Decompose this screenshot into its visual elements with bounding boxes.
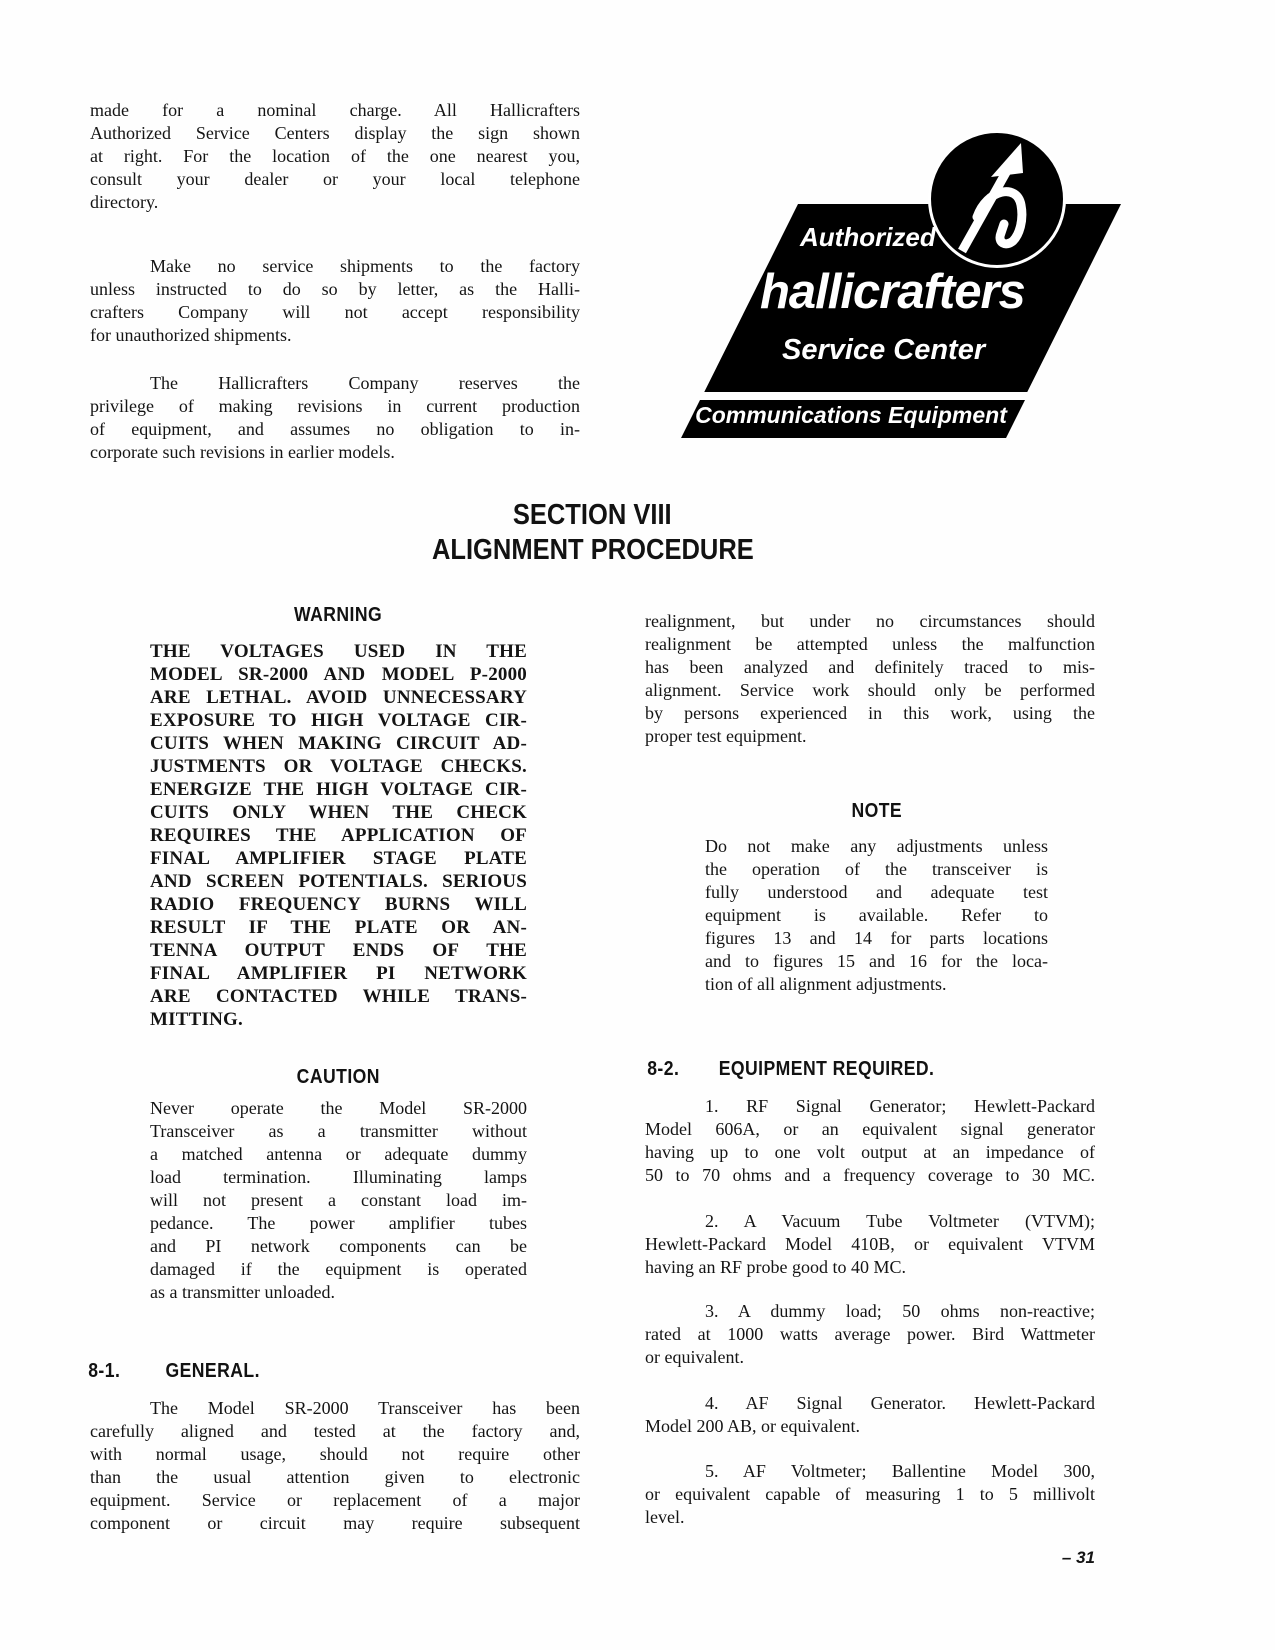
general-paragraph: The Model SR-2000 Transceiver has been carefully aligned and tested at the factory and, with normal usage, should not require other than the usual attention given to electronic equipment. Service or replacement of a major component or circuit may require subsequent [90, 1398, 580, 1533]
hallicrafters-h-icon [931, 133, 1057, 259]
section-8-1-number: 8-1. [88, 1360, 121, 1382]
equipment-item-1: 1. RF Signal Generator; Hewlett-Packard Model 606A, or an equivalent signal generator having up to one volt output at an impedance of 50 to 70 ohms and a frequency coverage to 30 MC. [645, 1096, 1095, 1185]
realignment-paragraph: realignment, but under no circumstances should realignment be attempted unless the malfunction has been analyzed and definitely traced to mis- alignment. Service work should only be performed by persons experienced in this work, using the proper test equipment. [645, 611, 1095, 746]
sign-brand-label: hallicrafters [760, 265, 1025, 319]
sign-circle-badge [928, 130, 1066, 268]
warning-heading: WARNING [294, 604, 383, 626]
section-8-1-heading [86, 1360, 266, 1383]
intro-paragraph-2: Make no service shipments to the factory unless instructed to do so by letter, as the Halli- crafters Company will not accept responsibility for unauthorized shipments. [90, 256, 580, 345]
intro-paragraph-3: The Hallicrafters Company reserves the privilege of making revisions in current production of equipment, and assumes no obligation to in- corporate such revisions in earlier models. [90, 373, 580, 462]
section-8-2-title: EQUIPMENT REQUIRED. [718, 1058, 934, 1080]
caution-heading: CAUTION [296, 1066, 381, 1088]
equipment-item-3: 3. A dummy load; 50 ohms non-reactive; rated at 1000 watts average power. Bird Wattmeter or equivalent. [645, 1301, 1095, 1367]
note-body: Do not make any adjustments unless the operation of the transceiver is fully understood and adequate test equipment is available. Refer to figures 13 and 14 for parts locations and to figures 15 and 16 for the loca- tion of all alignment adjustments. [705, 836, 1048, 994]
section-8-2-heading [645, 1058, 949, 1081]
section-8-2-number: 8-2. [647, 1058, 680, 1080]
section-heading-line2: ALIGNMENT PROCEDURE [431, 534, 754, 566]
equipment-item-4: 4. AF Signal Generator. Hewlett-Packard Model 200 AB, or equivalent. [645, 1393, 1095, 1436]
equipment-item-2: 2. A Vacuum Tube Voltmeter (VTVM); Hewlett-Packard Model 410B, or equivalent VTVM having an RF probe good to 40 MC. [645, 1211, 1095, 1277]
sign-authorized-label: Authorized [800, 222, 936, 252]
section-8-1-title: GENERAL. [164, 1360, 260, 1382]
note-heading: NOTE [851, 800, 902, 822]
intro-paragraph-1: made for a nominal charge. All Hallicrafters Authorized Service Centers display the sign shown at right. For the location of the one nearest you, consult your dealer or your local telephone directory. [90, 100, 580, 212]
sign-strip-label: Communications Equipment [695, 402, 1007, 428]
page-number: – 31 [1061, 1548, 1095, 1567]
equipment-item-5: 5. AF Voltmeter; Ballentine Model 300, or equivalent capable of measuring 1 to 5 millivolt level. [645, 1461, 1095, 1527]
caution-body: Never operate the Model SR-2000 Transceiver as a transmitter without a matched antenna or adequate dummy load termination. Illuminating lamps will not present a constant load im- pedance. The power amplifier tubes and PI network components can be damaged if the equipment is operated as a transmitter unloaded. [150, 1098, 527, 1302]
section-heading [90, 498, 1095, 568]
section-heading-line1: SECTION VIII [513, 499, 672, 531]
warning-body: THE VOLTAGES USED IN THE MODEL SR-2000 AND MODEL P-2000 ARE LETHAL. AVOID UNNECESSARY EXPOSURE TO HIGH VOLTAGE CIR- CUITS WHEN MAKING CIRCUIT AD- JUSTMENTS OR VOLTAGE CHECKS. ENERGIZE THE HIGH VOLTAGE CIR- CUITS ONLY WHEN THE CHECK REQUIRES THE APPLICATION OF FINAL AMPLIFIER STAGE PLATE AND SCREEN POTENTIALS. SERIOUS RADIO FREQUENCY BURNS WILL RESULT IF THE PLATE OR AN- TENNA OUTPUT ENDS OF THE FINAL AMPLIFIER PI NETWORK ARE CONTACTED WHILE TRANS- MITTING. [150, 641, 527, 1030]
sign-service-center-label: Service Center [782, 334, 986, 366]
